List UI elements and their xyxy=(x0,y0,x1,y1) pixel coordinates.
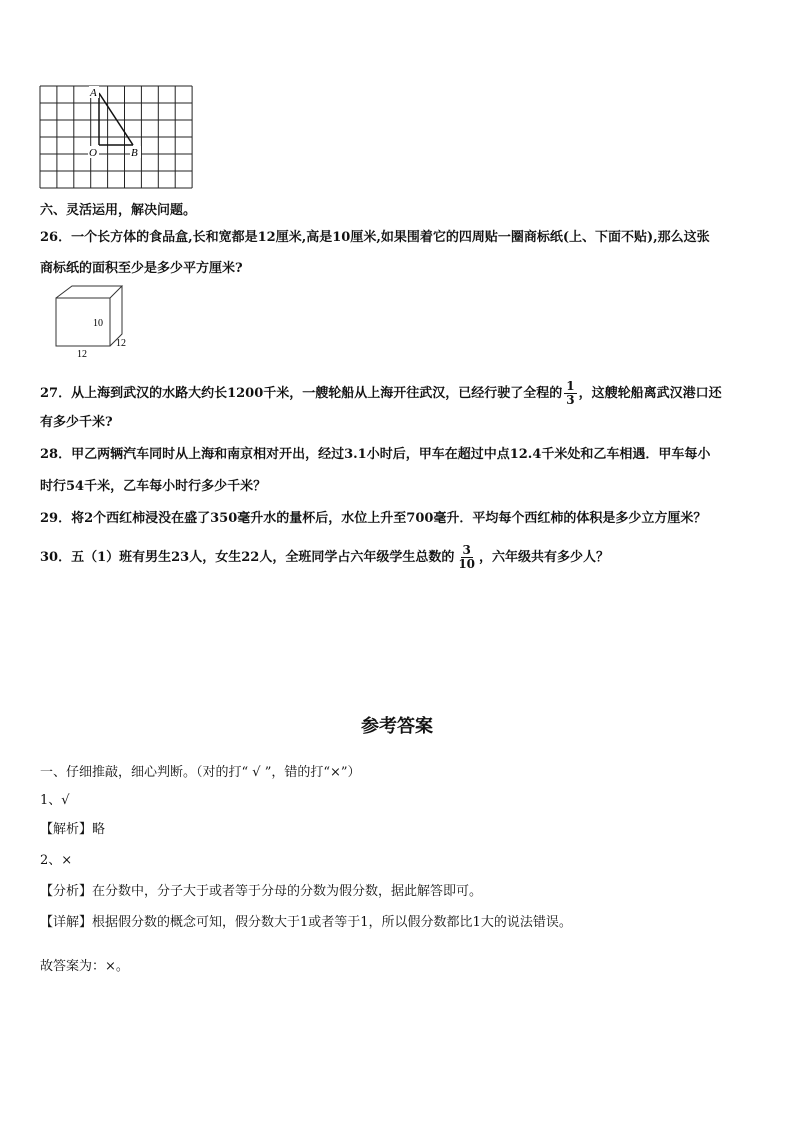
q29-line1: 29．将2个西红柿浸没在盛了350毫升水的量杯后，水位上升至700毫升．平均每个西红柿的体积是多少立方厘米？ xyxy=(40,511,707,526)
answer-2-analysis: 【分析】在分数中，分子大于或者等于分母的分数为假分数，据此解答即可。 xyxy=(40,884,483,899)
cuboid-length-label: 12 xyxy=(77,349,87,360)
answer-2-conclusion: 故答案为：×。 xyxy=(40,959,129,974)
answer-1: 1、√ xyxy=(40,793,70,808)
q27-frac-denominator: 3 xyxy=(566,393,575,407)
q30-frac-numerator: 3 xyxy=(462,543,471,557)
point-o-label: O xyxy=(89,147,97,159)
answer-2-detail: 【详解】根据假分数的概念可知，假分数大于1或者等于1，所以假分数都比1大的说法错误。 xyxy=(40,915,572,930)
q27-fraction xyxy=(564,380,576,407)
q30-fraction xyxy=(456,544,477,571)
q26-line1: 26．一个长方体的食品盒,长和宽都是12厘米,高是10厘米,如果围着它的四周贴一圈商标纸(上、下面不贴),那么这张 xyxy=(40,230,710,245)
answer-2: 2、× xyxy=(40,853,73,868)
grid-lines xyxy=(40,86,192,188)
q27-line1 xyxy=(40,380,722,407)
q28-line2: 时行54千米，乙车每小时行多少千米？ xyxy=(40,479,267,494)
q30-line1 xyxy=(40,544,609,571)
answers-section1-heading: 一、仔细推敲，细心判断。（对的打“ √ ”，错的打“×”） xyxy=(40,765,361,780)
point-a-label: A xyxy=(90,87,97,99)
cuboid-side-face xyxy=(110,286,122,346)
answers-title: 参考答案 xyxy=(361,716,433,737)
section-6-heading: 六、灵活运用，解决问题。 xyxy=(40,203,197,218)
q27-line2: 有多少千米? xyxy=(40,415,113,430)
q30-text-b: ，六年级共有多少人？ xyxy=(479,550,610,565)
q27-text-a: 27．从上海到武汉的水路大约长1200千米，一艘轮船从上海开往武汉，已经行驶了全程的 xyxy=(40,386,563,401)
answer-1-analysis: 【解析】略 xyxy=(40,822,106,837)
q30-text-a: 30．五（1）班有男生23人，女生22人，全班同学占六年级学生总数的 xyxy=(40,550,455,565)
cuboid-figure xyxy=(52,284,134,362)
q27-text-b: ，这艘轮船离武汉港口还 xyxy=(578,386,722,401)
cuboid-height-label: 10 xyxy=(93,318,103,329)
q28-line1: 28．甲乙两辆汽车同时从上海和南京相对开出，经过3.1小时后，甲车在超过中点12.4千米处和乙车相遇．甲车每小 xyxy=(40,447,711,462)
cuboid-width-label: 12 xyxy=(116,338,126,349)
point-b-label: B xyxy=(131,147,138,159)
cuboid-top-face xyxy=(56,286,122,298)
grid-figure xyxy=(38,84,194,192)
q27-frac-numerator: 1 xyxy=(566,379,575,393)
q30-frac-denominator: 10 xyxy=(458,557,476,571)
q26-line2: 商标纸的面积至少是多少平方厘米? xyxy=(40,261,243,276)
